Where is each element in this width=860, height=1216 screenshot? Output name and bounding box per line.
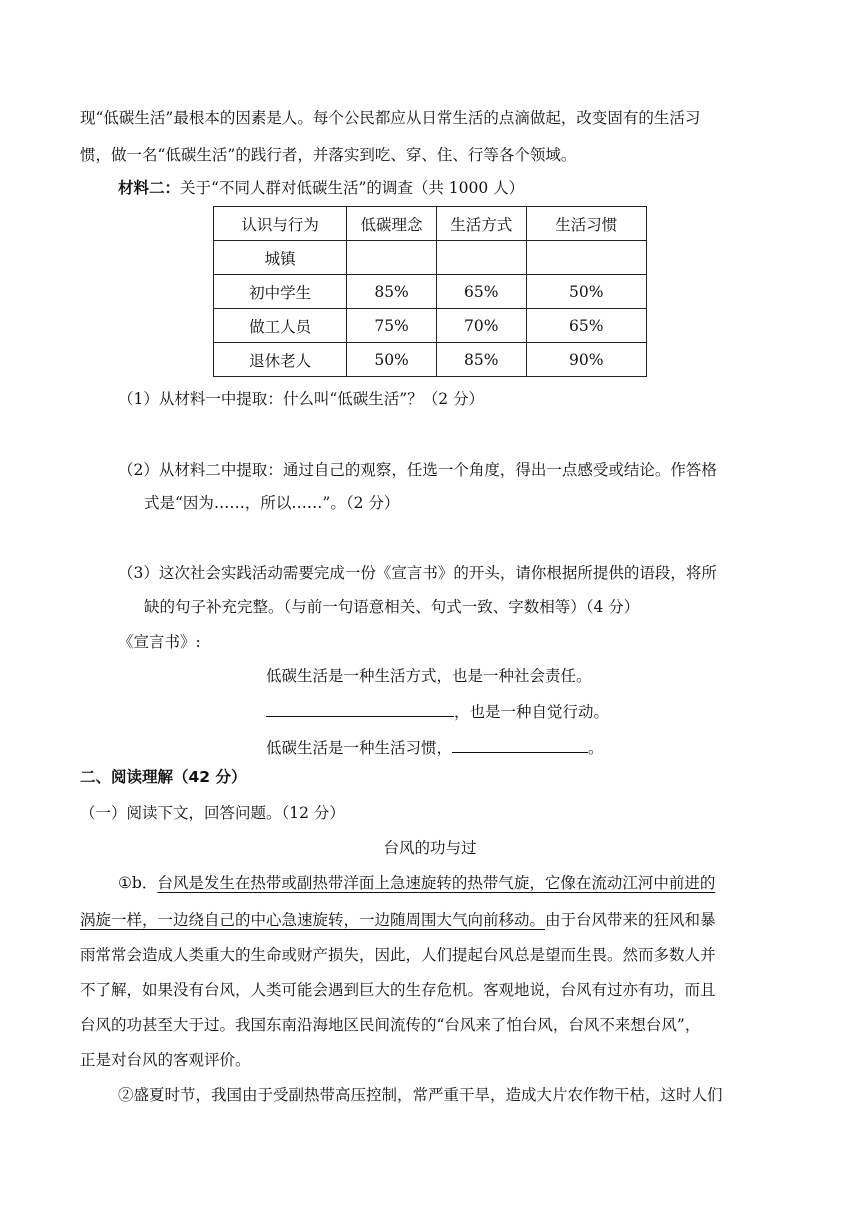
article-title: 台风的功与过 [383,839,477,857]
manifesto-label: 《宣言书》: [118,633,201,651]
table-cell [347,241,437,275]
article-p1-line-1 [118,872,715,894]
manifesto-line-1: 低碳生活是一种生活方式，也是一种社会责任。 [266,667,592,685]
question-2-line-2: 式是“因为……，所以……”。（2 分） [144,494,400,512]
table-header-cell: 低碳理念 [347,207,437,241]
table-cell: 85% [347,275,437,309]
table-subheader-row [214,241,647,275]
table-cell: 50% [347,343,437,377]
material-2-heading [118,177,524,199]
answer-blank[interactable] [452,737,588,753]
paragraph-marker: ①b． [118,874,158,892]
table-cell: 65% [526,309,646,343]
table-cell: 85% [436,343,526,377]
manifesto-line-3-suffix: 。 [588,739,604,757]
table-cell: 70% [436,309,526,343]
table-subheader-cell: 城镇 [214,241,347,275]
article-text: 由于台风带来的狂风和暴 [545,911,716,929]
manifesto-line-2 [266,701,609,723]
table-row [214,309,647,343]
survey-table [213,206,647,377]
intro-line-2: 惯，做一名“低碳生活”的践行者，并落实到吃、穿、住、行等各个领域。 [80,146,577,164]
section-2-part-1: （一）阅读下文，回答问题。（12 分） [80,804,345,822]
answer-blank[interactable] [266,701,454,717]
manifesto-line-2-suffix: ，也是一种自觉行动。 [454,703,610,721]
question-3-line-2: 缺的句子补充完整。（与前一句语意相关、句式一致、字数相等）（4 分） [144,598,640,616]
article-p1-line-6: 正是对台风的客观评价。 [80,1051,251,1069]
table-header-cell: 认识与行为 [214,207,347,241]
article-p2-line-1: ②盛夏时节，我国由于受副热带高压控制，常严重干旱，造成大片农作物干枯，这时人们 [118,1086,723,1104]
table-header-cell: 生活方式 [436,207,526,241]
question-3-line-1: （3）这次社会实践活动需要完成一份《宣言书》的开头，请你根据所提供的语段，将所 [118,564,717,582]
table-cell: 做工人员 [214,309,347,343]
table-cell: 50% [526,275,646,309]
article-p1-line-5: 台风的功甚至大于过。我国东南沿海地区民间流传的“台风来了怕台风，台风不来想台风”， [80,1016,701,1034]
table-cell: 90% [526,343,646,377]
table-row [214,275,647,309]
table-cell: 75% [347,309,437,343]
table-header-cell: 生活习惯 [526,207,646,241]
table-cell [436,241,526,275]
table-cell: 65% [436,275,526,309]
manifesto-line-3 [266,737,604,759]
section-2-title: 二、阅读理解（42 分） [80,768,247,786]
manifesto-line-3-prefix: 低碳生活是一种生活习惯， [266,739,453,757]
table-cell: 初中学生 [214,275,347,309]
table-cell [526,241,646,275]
question-2-line-1: （2）从材料二中提取：通过自己的观察，任选一个角度，得出一点感受或结论。作答格 [118,461,717,479]
table-cell: 退休老人 [214,343,347,377]
material-2-label: 材料二： [118,179,181,197]
article-p1-line-2 [80,909,716,931]
question-1: （1）从材料一中提取：什么叫“低碳生活”？（2 分） [118,390,484,408]
table-row [214,343,647,377]
intro-line-1: 现“低碳生活”最根本的因素是人。每个公民都应从日常生活的点滴做起，改变固有的生活习 [80,109,701,127]
material-2-title: 关于“不同人群对低碳生活”的调查（共 1000 人） [180,179,525,197]
article-p1-line-3: 雨常常会造成人类重大的生命或财产损失，因此，人们提起台风总是望而生畏。然而多数人并 [80,946,716,964]
underlined-sentence: 台风是发生在热带或副热带洋面上急速旋转的热带气旋，它像在流动江河中前进的 [157,874,716,892]
underlined-sentence: 涡旋一样，一边绕自己的中心急速旋转，一边随周围大气向前移动。 [80,911,546,929]
article-p1-line-4: 不了解，如果没有台风，人类可能会遇到巨大的生存危机。客观地说，台风有过亦有功，而且 [80,981,716,999]
table-header-row [214,207,647,241]
